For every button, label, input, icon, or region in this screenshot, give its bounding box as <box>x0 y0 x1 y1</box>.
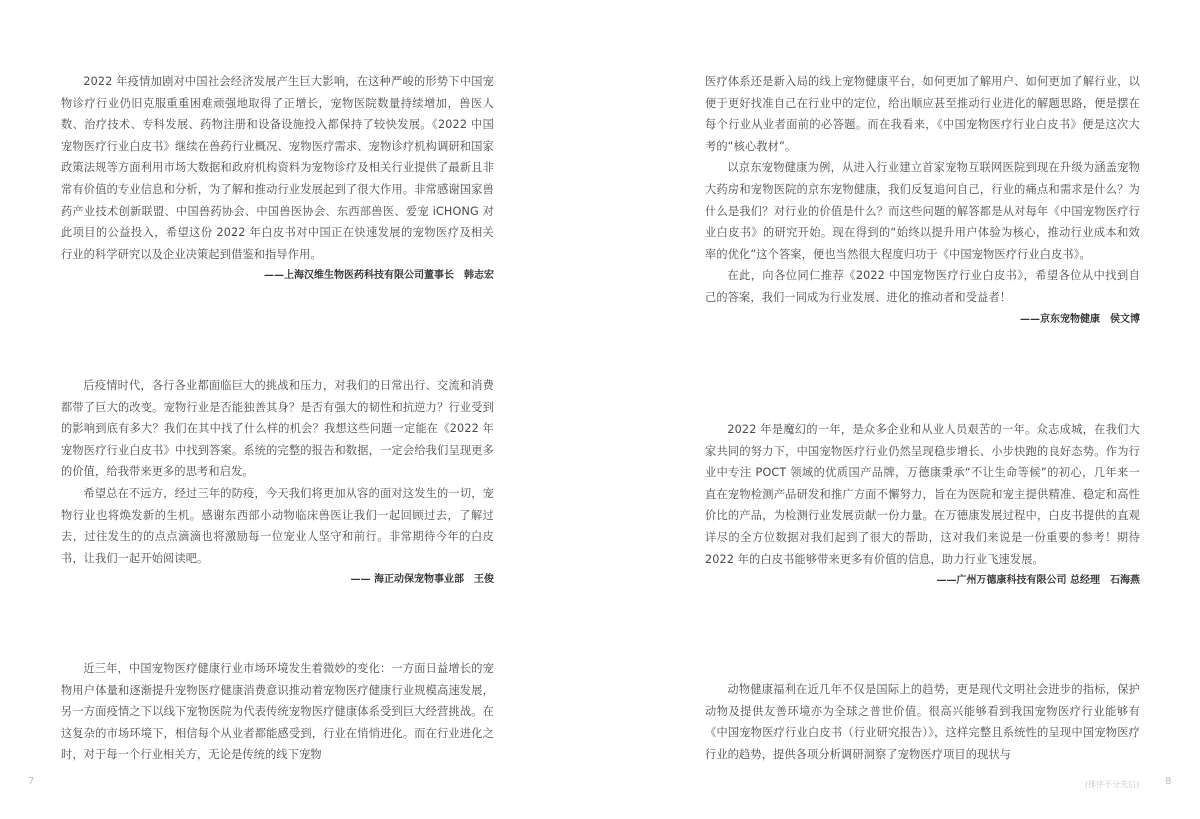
paragraph: 动物健康福利在近几年不仅是国际上的趋势，更是现代文明社会进步的指标，保护动物及提供友善环境亦为全球之普世价值。很高兴能够看到我国宠物医疗行业能够有《中国宠物医疗行业白皮书（行业研究报告）》，这样完整且系统性的呈现中国宠物医疗行业的趋势，提供各项分析调研洞察了宠物医疗项目的现状与 <box>705 683 1140 761</box>
right-section-3 <box>705 679 1140 765</box>
left-section-3 <box>61 658 494 766</box>
left-section-1 <box>61 71 494 283</box>
paragraph: 希望总在不远方，经过三年的防疫，今天我们将更加从容的面对这发生的一切，宠物行业也将焕发新的生机。感谢东西部小动物临床兽医让我们一起回顾过去，了解过去，过往发生的的点点滴滴也将激励每一位宠业人坚守和前行。非常期待今年的白皮书，让我们一起开始阅读吧。 <box>61 486 494 565</box>
paragraph: 医疗体系还是新入局的线上宠物健康平台，如何更加了解用户、如何更加了解行业，以便于更好找准自己在行业中的定位，给出顺应甚至推动行业进化的解题思路，便是摆在每个行业从业者面前的必答题。而在我看来，《中国宠物医疗行业白皮书》便是这次大考的“核心教材”。 <box>705 75 1140 153</box>
paragraph: 在此，向各位同仁推荐《2022 中国宠物医疗行业白皮书》，希望各位从中找到自己的答案，我们一同成为行业发展、进化的推动者和受益者！ <box>705 269 1140 304</box>
left-section-2 <box>61 375 494 587</box>
page-number-right: 8 <box>1165 776 1172 787</box>
paragraph: 2022 年疫情加剧对中国社会经济发展产生巨大影响，在这种严峻的形势下中国宠物诊疗行业仍旧克服重重困难顽强地取得了正增长，宠物医院数量持续增加，兽医人数、治疗技术、专科发展、药物注册和设备设施投入都保持了较快发展。《2022 中国宠物医疗行业白皮书》继续在兽药行业概况、宠物医疗需求、宠物诊疗机构调研和国家政策法规等方面利用市场大数据和政府机构资料为宠物诊疗及相关行业提供了最新且非常有价值的专业信息和分析，为了解和推动行业发展起到了很大作用。非常感谢国家兽药产业技术创新联盟、中国兽药协会、中国兽医协会、东西部兽医、爱宠 iCHONG 对此项目的公益投入，希望这份 2022 年白皮书对中国正在快速发展的宠物医疗及相关行业的科学研究以及企业决策起到借鉴和指导作用。 <box>61 75 494 261</box>
paragraph: 近三年，中国宠物医疗健康行业市场环境发生着微妙的变化：一方面日益增长的宠物用户体量和逐渐提升宠物医疗健康消费意识推动着宠物医疗健康行业规模高速发展，另一方面疫情之下以线下宠物医院为代表传统宠物医疗健康体系受到巨大经营挑战。在这复杂的市场环境下，相信每个从业者都能感受到，行业在悄悄进化。而在行业进化之时，对于每一个行业相关方，无论是传统的线下宠物 <box>61 662 494 762</box>
page-number-left: 7 <box>28 776 35 787</box>
order-note: (排序不分先后) <box>1085 780 1140 789</box>
right-section-1 <box>705 71 1140 327</box>
paragraph: 以京东宠物健康为例，从进入行业建立首家宠物互联网医院到现在升级为涵盖宠物大药房和宠物医院的京东宠物健康，我们反复追问自己，行业的痛点和需求是什么？为什么是我们？对行业的价值是什么？而这些问题的解答都是从对每年《中国宠物医疗行业白皮书》的研究开始。现在得到的“始终以提升用户体验为核心，推动行业成本和效率的优化”这个答案，便也当然很大程度归功于《中国宠物医疗行业白皮书》。 <box>705 161 1140 261</box>
signature: ——京东宠物健康 侯文博 <box>1020 313 1140 325</box>
paragraph: 后疫情时代，各行各业都面临巨大的挑战和压力，对我们的日常出行、交流和消费都带了巨大的改变。宠物行业是否能独善其身？是否有强大的韧性和抗逆力？行业受到的影响到底有多大？我们在其中找了什么样的机会？我想这些问题一定能在《2022 年宠物医疗行业白皮书》中找到答案。系统的完整的报告和数据，一定会给我们呈现更多的价值，给我带来更多的思考和启发。 <box>61 379 494 479</box>
signature: —— 海正动保宠物事业部 王俊 <box>350 574 494 586</box>
signature: ——广州万德康科技有限公司 总经理 石海燕 <box>936 575 1140 587</box>
signature: ——上海汉维生物医药科技有限公司董事长 韩志宏 <box>264 270 494 282</box>
paragraph: 2022 年是魔幻的一年，是众多企业和从业人员艰苦的一年。众志成城，在我们大家共同的努力下，中国宠物医疗行业仍然呈现稳步增长、小步快跑的良好态势。作为行业中专注 POCT 领域的优质国产品牌，万德康秉承“不让生命等候”的初心，几年来一直在宠物检测产品研发和推广方面不懈努力，旨在为医院和宠主提供精准、稳定和高性价比的产品，为检测行业发展贡献一份力量。在万德康发展过程中，白皮书提供的直观详尽的全方位数据对我们起到了很大的帮助，这对我们来说是一份重要的参考！期待 2022 年的白皮书能够带来更多有价值的信息，助力行业飞速发展。 <box>705 423 1140 566</box>
right-section-2 <box>705 419 1140 588</box>
